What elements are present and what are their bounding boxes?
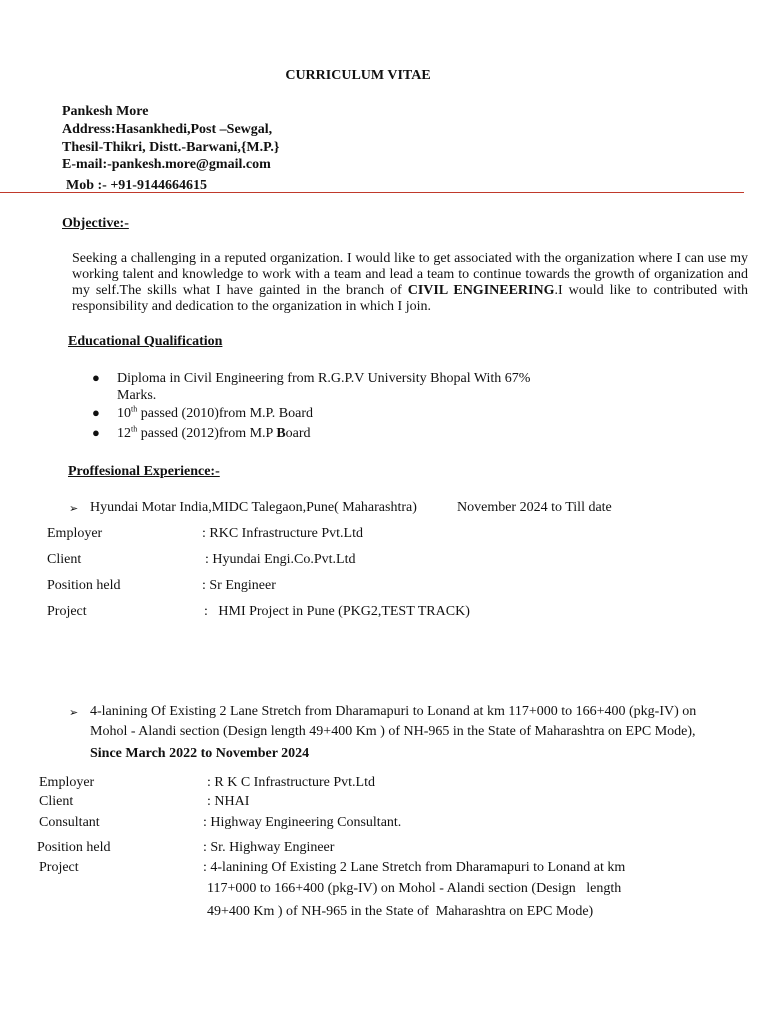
education-item-text: passed (2010)from M.P. Board <box>140 406 313 421</box>
job1-employer-label: Employer <box>47 526 103 541</box>
objective-text: Seeking a challenging in a reputed organization. I would like to get associated with the organization where I can use my working talent and knowledge to work with a team and lead a team to continue towards the growth of organization and my self.The skills what I have gainted in the branch of <box>72 251 748 298</box>
address-line-1: Address:Hasankhedi,Post –Sewgal, <box>62 122 273 137</box>
grade-number: 10 <box>117 406 131 421</box>
grade-number: 12 <box>117 426 131 441</box>
grade-suffix: th <box>131 424 138 434</box>
education-item-diploma-cont: Marks. <box>117 388 157 403</box>
job2-project-line-1: : 4-lanining Of Existing 2 Lane Stretch from Dharamapuri to Lonand at km <box>203 860 626 875</box>
grade-suffix: th <box>131 404 138 414</box>
objective-paragraph <box>72 251 748 315</box>
objective-text-end: .I would like to contributed with responsibility and dedication to the organization in which I join. <box>72 283 748 314</box>
email: E-mail:-pankesh.more@gmail.com <box>62 157 271 172</box>
job2-client-label: Client <box>39 794 74 809</box>
job2-employer-label: Employer <box>39 775 95 790</box>
job1-project-label: Project <box>47 604 87 619</box>
objective-highlight: CIVIL ENGINEERING <box>407 283 555 298</box>
education-heading: Educational Qualification <box>68 334 223 349</box>
bullet-icon: ● <box>92 370 100 385</box>
objective-heading: Objective:- <box>62 216 129 231</box>
job1-position: : Sr Engineer <box>202 578 276 593</box>
job2-project-line-2: 117+000 to 166+400 (pkg-IV) on Mohol - Alandi section (Design length <box>207 881 622 896</box>
job1-project: : HMI Project in Pune (PKG2,TEST TRACK) <box>204 604 470 619</box>
job2-client: : NHAI <box>207 794 250 809</box>
education-item-diploma: Diploma in Civil Engineering from R.G.P.V University Bhopal With 67% <box>117 371 531 386</box>
job1-client-label: Client <box>47 552 82 567</box>
arrow-bullet-icon: ➢ <box>69 707 79 719</box>
job1-employer: : RKC Infrastructure Pvt.Ltd <box>202 526 363 541</box>
candidate-name: Pankesh More <box>62 104 149 119</box>
job1-title: Hyundai Motar India,MIDC Talegaon,Pune( Maharashtra) <box>90 500 417 515</box>
bullet-icon: ● <box>92 425 100 440</box>
job2-consultant: : Highway Engineering Consultant. <box>203 815 402 830</box>
job2-position-label: Position held <box>37 840 111 855</box>
job1-client: : Hyundai Engi.Co.Pvt.Ltd <box>205 552 356 567</box>
education-item-text: passed (2012)from M.P <box>140 426 277 441</box>
job2-project-line-3: 49+400 Km ) of NH-965 in the State of Maharashtra on EPC Mode) <box>207 904 594 919</box>
experience-heading: Proffesional Experience:- <box>68 464 220 479</box>
bullet-icon: ● <box>92 405 100 420</box>
education-item-bold: B <box>276 426 286 441</box>
education-item-10th <box>117 406 313 422</box>
job2-position: : Sr. Highway Engineer <box>203 840 335 855</box>
arrow-bullet-icon: ➢ <box>69 503 79 515</box>
job2-dates: Since March 2022 to November 2024 <box>90 746 310 761</box>
education-item-tail: oard <box>285 426 311 441</box>
header-divider <box>0 192 744 193</box>
education-item-12th <box>117 426 311 442</box>
page-title: CURRICULUM VITAE <box>285 68 431 83</box>
address-line-2: Thesil-Thikri, Distt.-Barwani,{M.P.} <box>62 140 280 155</box>
job2-title-line-1: 4-lanining Of Existing 2 Lane Stretch from Dharamapuri to Lonand at km 117+000 to 166+400 (pkg-IV) on <box>90 704 697 719</box>
mobile: Mob :- +91-9144664615 <box>66 178 207 193</box>
job2-title-line-2: Mohol - Alandi section (Design length 49+400 Km ) of NH-965 in the State of Maharashtra on EPC Mode), <box>90 724 696 739</box>
job1-dates: November 2024 to Till date <box>457 500 612 515</box>
job2-employer: : R K C Infrastructure Pvt.Ltd <box>207 775 375 790</box>
job2-project-label: Project <box>39 860 79 875</box>
job2-consultant-label: Consultant <box>39 815 100 830</box>
job1-position-label: Position held <box>47 578 121 593</box>
